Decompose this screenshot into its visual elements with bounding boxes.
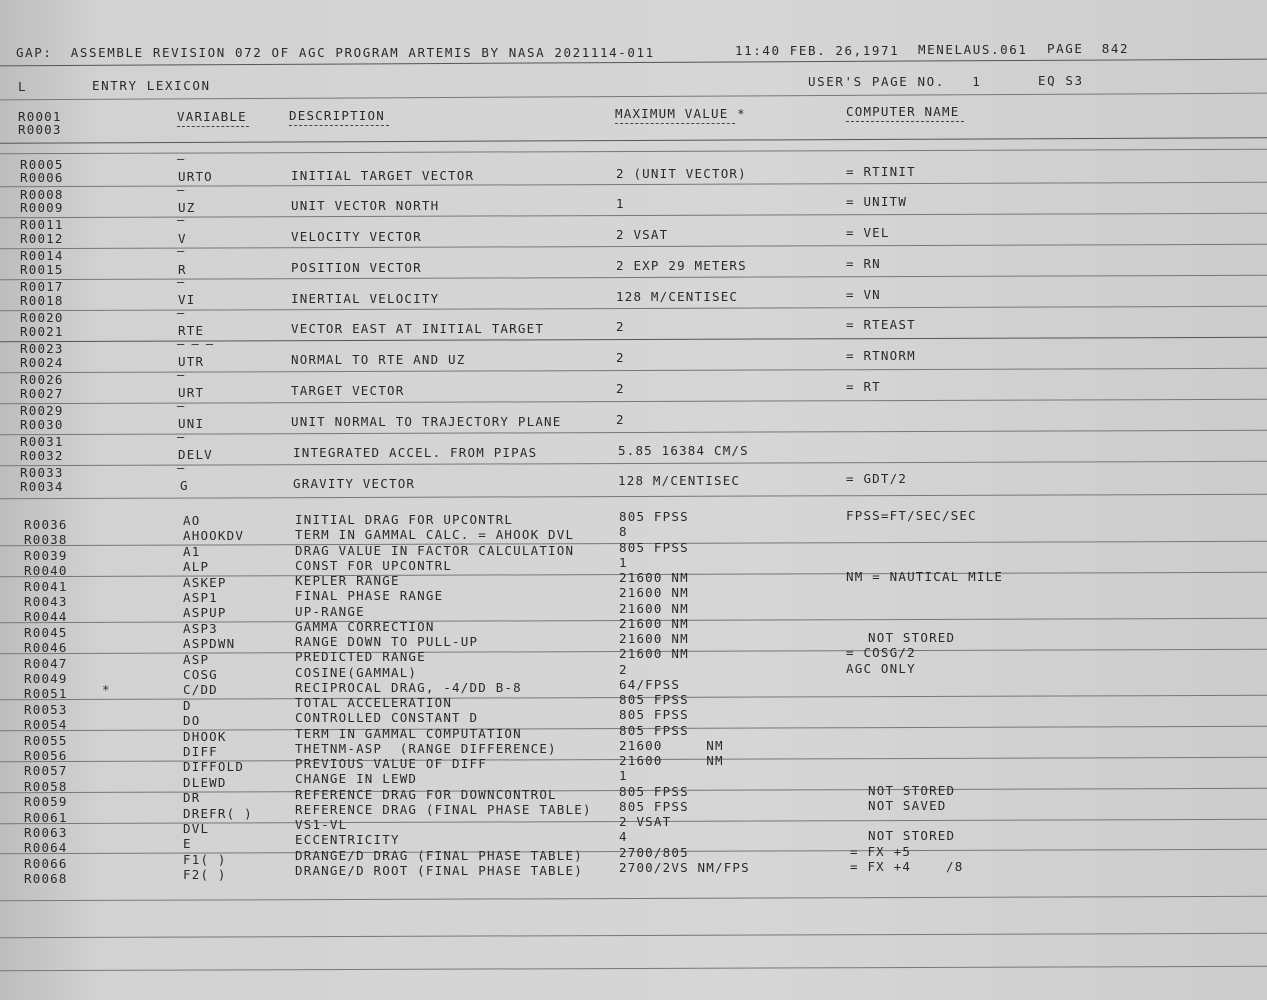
column-id-bottom: R0003 <box>18 122 62 137</box>
row-variable: ASP1 <box>183 590 218 605</box>
row-max-value: 805 FPSS <box>619 722 689 738</box>
row-description: KEPLER RANGE <box>295 573 400 588</box>
row-id: R0036 <box>24 517 68 532</box>
vector-overbar: – <box>177 368 185 382</box>
row-max-value: 1 <box>619 768 628 784</box>
row-max-value: 21600 NM <box>619 646 689 662</box>
row-id: R0041 <box>24 578 68 594</box>
column-header-computer-name: COMPUTER NAME <box>846 104 960 119</box>
row-id-top: R0020 <box>20 310 64 325</box>
row-description: REFERENCE DRAG (FINAL PHASE TABLE) <box>295 801 592 817</box>
row-rule <box>0 275 1267 280</box>
row-max-value: 2 <box>619 661 628 677</box>
row-max-value: 21600 NM <box>619 600 689 616</box>
row-description: TOTAL ACCELERATION <box>295 695 453 710</box>
page-rule <box>0 966 1267 971</box>
row-max-value: 2 <box>616 381 625 396</box>
row-max-value: 2 VSAT <box>619 814 672 829</box>
row-variable: ASP3 <box>183 620 218 636</box>
page-rule <box>0 896 1267 901</box>
page-rule <box>0 933 1267 938</box>
row-id: R0045 <box>24 624 68 640</box>
row-max-value: 21600 NM <box>619 737 724 753</box>
vector-overbar: – <box>177 152 185 166</box>
row-id-top: R0031 <box>20 434 64 449</box>
row-max-value: 805 FPSS <box>619 509 689 524</box>
row-variable: ASPDWN <box>183 636 236 652</box>
section-rule <box>0 93 1267 101</box>
row-variable: E <box>183 836 192 852</box>
row-id: R0015 <box>20 262 64 277</box>
row-max-value: 4 <box>619 829 628 845</box>
row-id: R0053 <box>24 701 68 717</box>
vector-overbar: – <box>177 275 185 289</box>
row-id-top: R0023 <box>20 341 64 356</box>
row-id-top: R0017 <box>20 279 64 294</box>
row-max-value: 805 FPSS <box>619 798 689 814</box>
vector-overbar: – <box>177 306 185 320</box>
row-id: R0012 <box>20 231 64 246</box>
row-max-value: 64/FPSS <box>619 676 681 692</box>
row-computer-name: NM = NAUTICAL MILE <box>846 569 1004 584</box>
row-max-value: 2 VSAT <box>616 227 669 242</box>
row-description: THETNM-ASP (RANGE DIFFERENCE) <box>295 740 557 756</box>
row-max-value: 2 <box>616 412 625 427</box>
row-max-value: 21600 NM <box>619 585 689 601</box>
row-max-value: 128 M/CENTISEC <box>618 473 741 488</box>
row-id: R0061 <box>24 809 68 825</box>
row-id: R0038 <box>24 532 68 548</box>
users-page-number: USER'S PAGE NO. 1 <box>808 74 982 89</box>
vector-overbar: – <box>177 213 185 227</box>
row-description: PREDICTED RANGE <box>295 649 426 665</box>
row-max-value: 21600 NM <box>619 631 689 646</box>
row-computer-name: = RTNORM <box>846 348 916 363</box>
row-max-value: 2 <box>616 350 625 365</box>
row-description: FINAL PHASE RANGE <box>295 588 444 604</box>
row-description: ECCENTRICITY <box>295 832 400 848</box>
vector-overbar: – <box>177 399 185 413</box>
row-description: TERM IN GAMMAL COMPUTATION <box>295 725 522 741</box>
row-computer-name: = FX +5 <box>850 843 912 859</box>
row-computer-name: = RTEAST <box>846 317 916 332</box>
row-description: DRANGE/D ROOT (FINAL PHASE TABLE) <box>295 862 583 878</box>
row-computer-name: NOT STORED <box>868 828 956 844</box>
row-variable: ALP <box>183 559 210 575</box>
row-id-top: R0029 <box>20 403 64 418</box>
row-computer-name: NOT SAVED <box>868 797 947 813</box>
row-rule <box>0 494 1267 499</box>
row-variable: G <box>180 478 189 493</box>
row-id-top: R0008 <box>20 187 64 202</box>
row-variable: DVL <box>183 821 210 836</box>
row-variable: RTE <box>178 323 205 338</box>
column-header-rule <box>0 137 1267 144</box>
vector-overbar: – – – <box>177 337 214 351</box>
row-computer-name: = GDT/2 <box>846 471 908 486</box>
row-description: DRANGE/D DRAG (FINAL PHASE TABLE) <box>295 847 583 863</box>
row-variable: D <box>183 697 192 713</box>
row-mark: * <box>102 682 111 698</box>
row-computer-name: = RN <box>846 256 881 271</box>
row-max-value: 805 FPSS <box>619 692 689 707</box>
row-max-value: 5.85 16384 CM/S <box>618 443 749 458</box>
row-id: R0049 <box>24 671 68 686</box>
column-header-variable: VARIABLE <box>177 109 247 124</box>
row-variable: DREFR( ) <box>183 805 253 821</box>
row-computer-name: NOT STORED <box>868 782 956 798</box>
row-max-value: 128 M/CENTISEC <box>616 289 739 304</box>
row-max-value: 2 (UNIT VECTOR) <box>616 166 747 181</box>
row-max-value: 2700/805 <box>619 844 689 860</box>
row-computer-name: AGC ONLY <box>846 660 916 676</box>
row-max-value: 2 EXP 29 METERS <box>616 258 747 273</box>
row-rule <box>0 244 1267 249</box>
row-variable: UZ <box>178 200 196 215</box>
row-variable: VI <box>178 292 196 307</box>
row-id: R0032 <box>20 448 64 463</box>
row-id: R0051 <box>24 686 68 702</box>
eq-label: EQ S3 <box>1038 73 1084 88</box>
row-id: R0055 <box>24 732 68 748</box>
row-variable: ASKEP <box>183 574 227 590</box>
row-id-top: R0011 <box>20 217 64 232</box>
variable-underline <box>177 126 249 127</box>
row-variable: F2( ) <box>183 867 227 883</box>
row-id: R0039 <box>24 547 68 563</box>
row-variable: COSG <box>183 667 218 682</box>
row-id: R0056 <box>24 748 68 763</box>
row-computer-name: = VEL <box>846 225 890 240</box>
row-id: R0054 <box>24 717 68 733</box>
vector-overbar: – <box>177 461 185 475</box>
row-variable: DLEWD <box>183 774 227 790</box>
row-id: R0043 <box>24 594 68 609</box>
row-max-value: 1 <box>616 196 625 211</box>
row-id: R0009 <box>20 200 64 215</box>
page-number: PAGE 842 <box>1047 41 1130 56</box>
pre-vector-rule <box>0 149 1267 154</box>
row-description: TARGET VECTOR <box>291 383 405 398</box>
row-description: TERM IN GAMMAL CALC. = AHOOK DVL <box>295 527 575 543</box>
row-description: NORMAL TO RTE AND UZ <box>291 352 466 367</box>
row-id: R0058 <box>24 778 68 794</box>
vector-overbar: – <box>177 430 185 444</box>
row-id: R0030 <box>20 417 64 432</box>
row-max-value: 21600 NM <box>619 753 724 768</box>
row-description: UP-RANGE <box>295 603 365 619</box>
vector-overbar: – <box>177 244 185 258</box>
computer-name-underline <box>846 121 964 122</box>
column-id-top: R0001 <box>18 109 62 124</box>
row-variable: ASPUP <box>183 605 227 621</box>
row-id: R0046 <box>24 640 68 656</box>
row-max-value: 1 <box>619 554 628 570</box>
row-description: CONTROLLED CONSTANT D <box>295 710 479 726</box>
print-timestamp: 11:40 FEB. 26,1971 <box>735 43 900 58</box>
row-variable: AHOOKDV <box>183 528 245 544</box>
row-variable: URT <box>178 385 205 400</box>
row-description: REFERENCE DRAG FOR DOWNCONTROL <box>295 786 557 802</box>
row-description: VS1-VL <box>295 817 348 832</box>
row-id: R0040 <box>24 563 68 579</box>
description-underline <box>289 125 389 126</box>
row-description: RECIPROCAL DRAG, -4/DD B-8 <box>295 679 522 695</box>
row-description: POSITION VECTOR <box>291 260 422 275</box>
row-max-value: 21600 NM <box>619 615 689 631</box>
row-id: R0024 <box>20 355 64 370</box>
row-id: R0057 <box>24 763 68 779</box>
row-id: R0021 <box>20 324 64 339</box>
row-variable: UTR <box>178 354 205 369</box>
row-variable: DO <box>183 713 201 729</box>
row-id: R0066 <box>24 855 68 871</box>
row-variable: DIFFOLD <box>183 759 245 775</box>
row-variable: DHOOK <box>183 728 227 744</box>
row-id: R0044 <box>24 609 68 625</box>
row-max-value: 8 <box>619 524 628 540</box>
row-variable: C/DD <box>183 682 218 698</box>
row-description: PREVIOUS VALUE OF DIFF <box>295 756 487 771</box>
row-variable: AO <box>183 513 201 528</box>
row-variable: URTO <box>178 169 213 184</box>
row-id-top: R0014 <box>20 248 64 263</box>
row-id-top: R0005 <box>20 157 64 172</box>
row-description: RANGE DOWN TO PULL-UP <box>295 634 479 649</box>
author-ref: MENELAUS.061 <box>918 42 1028 57</box>
row-variable: ASP <box>183 651 210 667</box>
row-variable: DIFF <box>183 744 218 759</box>
row-id: R0034 <box>20 479 64 494</box>
row-description: CONST FOR UPCONTRL <box>295 557 453 573</box>
row-max-value: 21600 NM <box>619 570 689 585</box>
row-id: R0027 <box>20 386 64 401</box>
row-variable: A1 <box>183 543 201 559</box>
row-description: INTEGRATED ACCEL. FROM PIPAS <box>293 445 538 460</box>
row-id: R0064 <box>24 840 68 856</box>
row-description: GRAVITY VECTOR <box>293 476 416 491</box>
row-description: INITIAL DRAG FOR UPCONTRL <box>295 512 514 527</box>
row-variable: UNI <box>178 416 205 431</box>
row-computer-name: = COSG/2 <box>846 645 916 661</box>
row-computer-name: = RTINIT <box>846 164 916 179</box>
row-id: R0068 <box>24 871 68 887</box>
row-variable: R <box>178 262 187 277</box>
row-variable: F1( ) <box>183 851 227 867</box>
max-value-underline <box>615 123 735 124</box>
row-description: INERTIAL VELOCITY <box>291 291 440 306</box>
row-computer-name: NOT STORED <box>868 630 956 645</box>
row-max-value: 805 FPSS <box>619 707 689 723</box>
row-computer-name: = VN <box>846 287 881 302</box>
row-computer-name: = RT <box>846 379 881 394</box>
row-id-top: R0026 <box>20 372 64 387</box>
section-marker: L <box>18 79 28 94</box>
assembly-header: GAP: ASSEMBLE REVISION 072 OF AGC PROGRAM ARTEMIS BY NASA 2021114-011 <box>16 45 655 60</box>
row-description: GAMMA CORRECTION <box>295 618 435 634</box>
row-id: R0047 <box>24 655 68 671</box>
row-computer-name: FPSS=FT/SEC/SEC <box>846 508 977 523</box>
row-variable: V <box>178 231 187 246</box>
row-id-top: R0033 <box>20 465 64 480</box>
column-header-description: DESCRIPTION <box>289 108 385 123</box>
row-description: DRAG VALUE IN FACTOR CALCULATION <box>295 542 575 558</box>
row-description: CHANGE IN LEWD <box>295 771 418 787</box>
row-description: UNIT VECTOR NORTH <box>291 198 440 213</box>
row-description: COSINE(GAMMAL) <box>295 664 418 680</box>
row-id: R0018 <box>20 293 64 308</box>
column-header-max-value: MAXIMUM VALUE * <box>615 106 746 121</box>
row-description: UNIT NORMAL TO TRAJECTORY PLANE <box>291 414 562 429</box>
row-id: R0059 <box>24 794 68 810</box>
row-max-value: 805 FPSS <box>619 783 689 799</box>
row-max-value: 2700/2VS NM/FPS <box>619 859 750 875</box>
row-description: VECTOR EAST AT INITIAL TARGET <box>291 321 545 336</box>
row-description: VELOCITY VECTOR <box>291 229 422 244</box>
row-id: R0063 <box>24 825 68 840</box>
row-id: R0006 <box>20 170 64 185</box>
row-computer-name: = FX +4 /8 <box>850 858 964 874</box>
row-variable: DR <box>183 790 201 806</box>
section-title: ENTRY LEXICON <box>92 78 211 93</box>
vector-overbar: – <box>177 183 185 197</box>
row-description: INITIAL TARGET VECTOR <box>291 168 475 183</box>
row-computer-name: = UNITW <box>846 194 908 209</box>
row-variable: DELV <box>178 447 213 462</box>
row-max-value: 2 <box>616 319 625 334</box>
row-max-value: 805 FPSS <box>619 539 689 555</box>
